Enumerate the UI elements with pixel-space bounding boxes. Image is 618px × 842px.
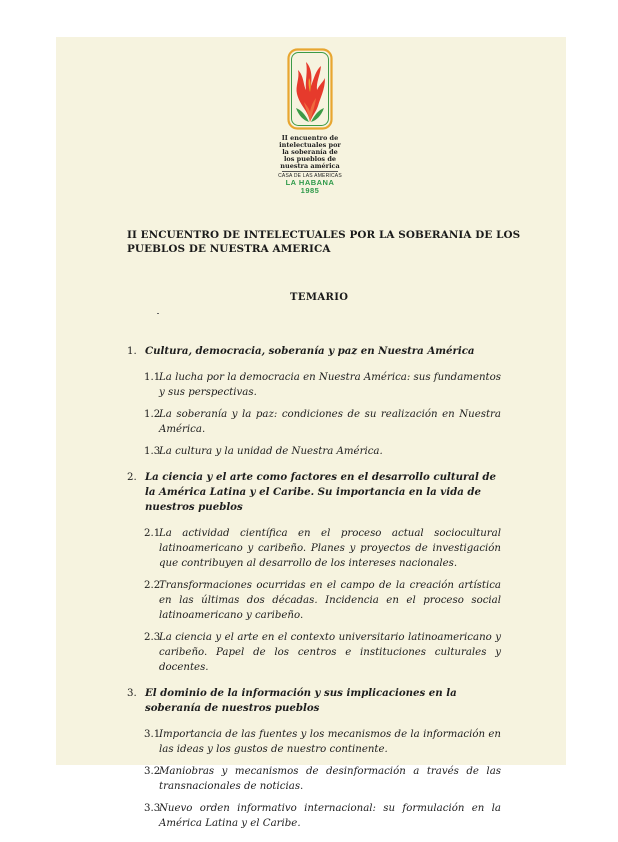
item-text: Nuevo orden informativo internacional: su formulación en la América Latina y el Caribe. <box>159 803 501 829</box>
section-number: 3. <box>127 688 137 699</box>
item-number: 3.3 <box>144 803 161 814</box>
flame-emblem-icon <box>287 48 333 130</box>
agenda-item <box>127 444 501 459</box>
item-number: 3.1 <box>144 729 161 740</box>
event-logo <box>260 46 360 195</box>
item-text: Importancia de las fuentes y los mecanismos de la información en las ideas y los gustos de nuestro continente. <box>159 729 501 755</box>
logo-organizer: CASA DE LAS AMERICAS <box>278 173 342 179</box>
document-subtitle: TEMARIO <box>290 292 349 303</box>
agenda-section-2 <box>127 470 501 675</box>
paper-speck <box>157 313 159 314</box>
item-text: La cultura y la unidad de Nuestra América. <box>159 446 383 457</box>
agenda-section-1 <box>127 344 501 459</box>
section-heading <box>127 470 501 515</box>
item-text: Maniobras y mecanismos de desinformación a través de las transnacionales de noticias. <box>159 766 501 792</box>
item-number: 2.2 <box>144 580 161 591</box>
item-text: La ciencia y el arte en el contexto universitario latinoamericano y caribeño. Papel de los centros e instituciones culturales y docentes. <box>159 632 501 673</box>
section-title: La ciencia y el arte como factores en el desarrollo cultural de la América Latina y el Caribe. Su importancia en la vida de nuestros pueblos <box>145 471 496 513</box>
agenda-item <box>127 801 501 831</box>
section-number: 2. <box>127 472 137 483</box>
logo-event-name: II encuentro de intelectuales por la soberanía de los pueblos de nuestra américa <box>279 134 341 170</box>
document-title: II ENCUENTRO DE INTELECTUALES POR LA SOBERANIA DE LOS PUEBLOS DE NUESTRA AMERICA <box>127 229 521 255</box>
item-number: 2.3 <box>144 632 161 643</box>
agenda-item <box>127 407 501 437</box>
agenda-item <box>127 764 501 794</box>
item-text: La actividad científica en el proceso actual sociocultural latinoamericano y caribeño. Planes y proyectos de investigación que contribuyen al desarrollo de los intereses nacionales. <box>159 528 501 569</box>
agenda-item <box>127 526 501 571</box>
logo-divider <box>282 171 338 172</box>
section-title: El dominio de la información y sus implicaciones en la soberanía de nuestros pueblos <box>145 687 457 714</box>
agenda-list <box>127 344 501 842</box>
agenda-item <box>127 578 501 623</box>
logo-caption <box>278 135 342 195</box>
item-text: Transformaciones ocurridas en el campo de la creación artística en las últimas dos décadas. Incidencia en el proceso social latinoamericano y caribeño. <box>159 580 501 621</box>
logo-place-year: LA HABANA 1985 <box>285 178 335 195</box>
section-heading <box>127 686 501 716</box>
agenda-item <box>127 370 501 400</box>
agenda-item <box>127 630 501 675</box>
item-number: 1.2 <box>144 409 161 420</box>
section-title: Cultura, democracia, soberanía y paz en Nuestra América <box>145 345 475 357</box>
agenda-section-3 <box>127 686 501 831</box>
section-heading <box>127 344 501 359</box>
item-text: La lucha por la democracia en Nuestra América: sus fundamentos y sus perspectivas. <box>159 372 501 398</box>
section-number: 1. <box>127 346 137 357</box>
item-number: 1.3 <box>144 446 161 457</box>
item-number: 3.2 <box>144 766 161 777</box>
item-number: 2.1 <box>144 528 161 539</box>
agenda-item <box>127 727 501 757</box>
item-number: 1.1 <box>144 372 161 383</box>
item-text: La soberanía y la paz: condiciones de su realización en Nuestra América. <box>159 409 501 435</box>
